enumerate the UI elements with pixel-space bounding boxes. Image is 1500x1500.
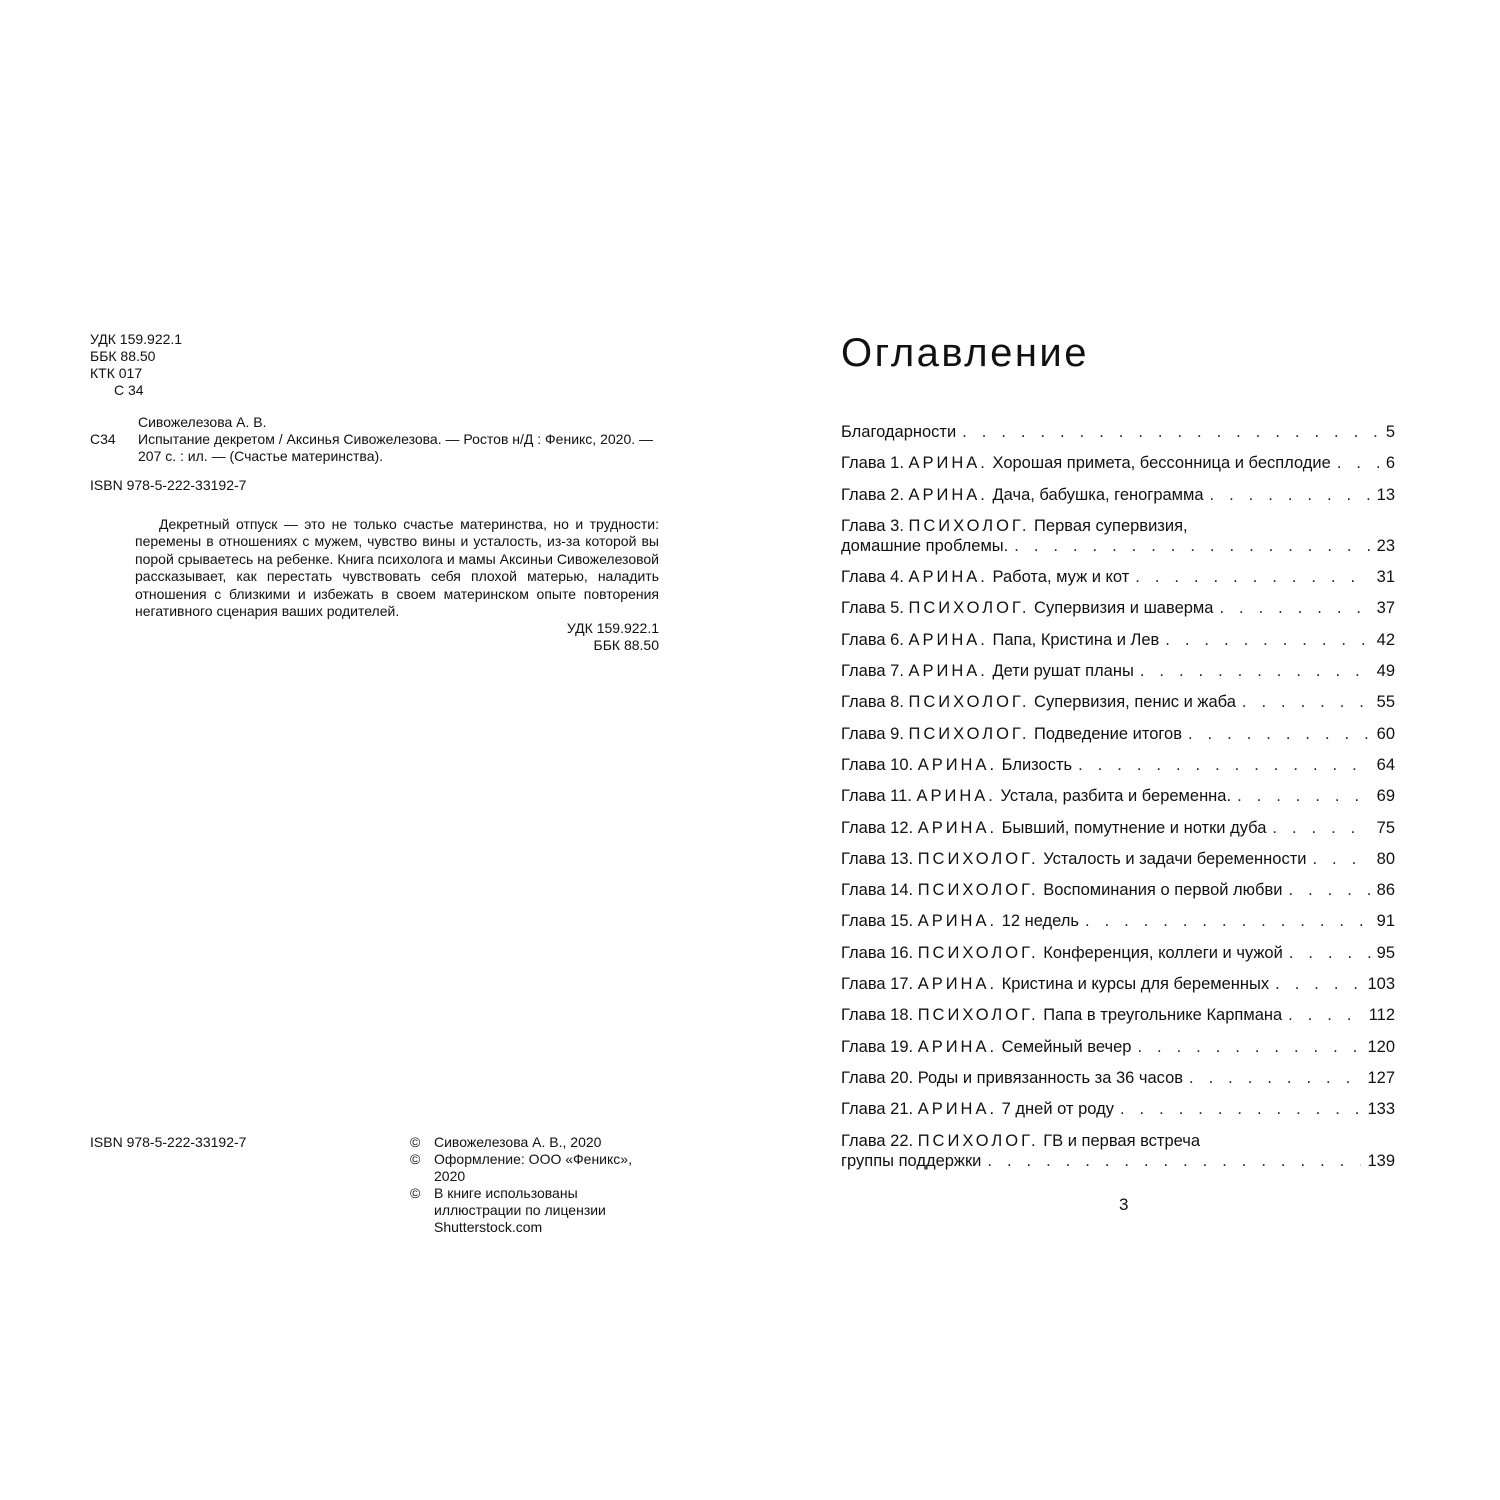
dot-leader: [1275, 974, 1361, 994]
page-number: 3: [1119, 1195, 1129, 1214]
page-ref: 31: [1376, 568, 1395, 587]
chapter-number: Глава 12.: [841, 818, 914, 837]
classification-codes: [90, 331, 182, 399]
chapter-number: Глава 13.: [841, 849, 914, 868]
chapter-title: Семейный вечер: [1001, 1037, 1132, 1056]
chapter-tag: АРИНА.: [908, 662, 988, 681]
page-ref: 127: [1367, 1068, 1395, 1087]
annotation-bbk: ББК 88.50: [593, 637, 659, 653]
chapter-tag: АРИНА.: [917, 1100, 998, 1119]
page-ref: 86: [1376, 881, 1395, 900]
toc-entry[interactable]: [841, 786, 1395, 806]
chapter-tag: АРИНА.: [908, 568, 988, 587]
chapter-title: Близость: [1001, 755, 1073, 774]
dot-leader: [987, 1151, 1361, 1171]
chapter-number: Глава 22.: [841, 1131, 914, 1150]
chapter-title: Папа в треугольнике Карпмана: [1043, 1006, 1283, 1025]
dot-leader: [1288, 1005, 1363, 1025]
chapter-number: Глава 6.: [841, 630, 904, 649]
chapter-tag: ПСИХОЛОГ.: [917, 943, 1039, 962]
chapter-number: Глава 14.: [841, 881, 914, 900]
page-ref: 23: [1376, 536, 1395, 555]
page-ref: 42: [1376, 630, 1395, 649]
chapter-number: Глава 3.: [841, 516, 904, 535]
toc-entry[interactable]: [841, 661, 1395, 681]
author-line: Сивожелезова А. В.: [138, 414, 267, 430]
chapter-title: Дети рушат планы: [992, 662, 1134, 681]
chapter-title: Первая супервизия,: [1034, 516, 1188, 535]
dot-leader: [1078, 755, 1371, 775]
page-ref: 37: [1376, 599, 1395, 618]
copyright-text: Сивожелезова А. В., 2020: [434, 1134, 602, 1150]
dot-leader: [1014, 536, 1370, 556]
dot-leader: [1165, 630, 1370, 650]
pages-line: 207 с. : ил. — (Счастье материнства).: [138, 448, 384, 464]
chapter-title: Папа, Кристина и Лев: [992, 630, 1160, 649]
dot-leader: [1337, 453, 1379, 473]
toc-entry[interactable]: [841, 453, 1395, 473]
dot-leader: [1137, 1037, 1361, 1057]
chapter-tag: АРИНА.: [917, 975, 998, 994]
shelf-code: С34: [90, 431, 116, 447]
dot-leader: [1140, 661, 1371, 681]
chapter-number: Глава 19.: [841, 1037, 914, 1056]
copyright-text: В книге использованы иллюстрации по лицензии Shutterstock.com: [434, 1185, 606, 1235]
copyright-row: [410, 1185, 664, 1236]
chapter-title: Хорошая примета, бессонница и бесплодие: [992, 454, 1331, 473]
page-ref: 120: [1367, 1037, 1395, 1056]
author-mark: С 34: [114, 382, 144, 398]
copyright-icon: ©: [410, 1151, 421, 1167]
copyright-block: [410, 1134, 664, 1236]
toc-entry[interactable]: [841, 1068, 1395, 1088]
chapter-tag: ПСИХОЛОГ.: [908, 516, 1030, 535]
isbn-bottom: ISBN 978-5-222-33192-7: [90, 1134, 247, 1150]
page-ref: 139: [1367, 1151, 1395, 1170]
chapter-number: Глава 11.: [841, 787, 912, 806]
chapter-tag: ПСИХОЛОГ.: [917, 881, 1039, 900]
page-ref: 103: [1367, 975, 1395, 994]
chapter-tag: ПСИХОЛОГ.: [917, 849, 1039, 868]
annotation-udk: УДК 159.922.1: [566, 620, 659, 636]
chapter-title: Бывший, помутнение и нотки дуба: [1001, 818, 1267, 837]
copyright-row: [410, 1134, 664, 1151]
chapter-title-cont: домашние проблемы.: [841, 536, 1009, 555]
toc-entry[interactable]: [841, 630, 1395, 650]
chapter-tag: АРИНА.: [908, 454, 988, 473]
dot-leader: [1289, 880, 1371, 900]
page-ref: 80: [1376, 849, 1395, 868]
chapter-tag: АРИНА.: [917, 912, 998, 931]
toc-entry[interactable]: [841, 1037, 1395, 1057]
dot-leader: [1237, 786, 1371, 806]
chapter-title: Супервизия, пенис и жаба: [1034, 693, 1236, 712]
chapter-title: Устала, разбита и беременна.: [1000, 787, 1232, 806]
chapter-number: Глава 21.: [841, 1100, 914, 1119]
chapter-number: Глава 16.: [841, 943, 914, 962]
chapter-tag: ПСИХОЛОГ.: [908, 599, 1030, 618]
toc-entry[interactable]: [841, 485, 1395, 505]
toc-title: Оглавление: [841, 331, 1090, 375]
chapter-tag: АРИНА.: [917, 818, 998, 837]
chapter-title: Воспоминания о первой любви: [1043, 881, 1283, 900]
toc-entry[interactable]: [841, 943, 1395, 963]
dot-leader: [1120, 1099, 1361, 1119]
chapter-number: Глава 15.: [841, 912, 914, 931]
chapter-tag: АРИНА.: [916, 787, 996, 806]
toc-entry[interactable]: [841, 849, 1395, 869]
chapter-tag: АРИНА.: [917, 755, 998, 774]
page-ref: 13: [1376, 485, 1395, 504]
chapter-tag: ПСИХОЛОГ.: [908, 693, 1030, 712]
dot-leader: [1272, 818, 1370, 838]
chapter-number: Глава 10.: [841, 755, 914, 774]
copyright-row: [410, 1151, 664, 1185]
page-ref: 5: [1385, 423, 1395, 441]
toc-entry[interactable]: [841, 516, 1395, 556]
chapter-title: 12 недель: [1001, 912, 1080, 931]
chapter-tag: ПСИХОЛОГ.: [917, 1131, 1039, 1150]
page-ref: 60: [1376, 724, 1395, 743]
toc-entry[interactable]: [841, 692, 1395, 712]
chapter-title: Конференция, коллеги и чужой: [1043, 943, 1283, 962]
chapter-title: Роды и привязанность за 36 часов: [917, 1068, 1184, 1087]
toc-entry[interactable]: [841, 755, 1395, 775]
toc-entry[interactable]: [841, 1099, 1395, 1119]
toc-entry[interactable]: [841, 422, 1395, 442]
chapter-number: Глава 9.: [841, 724, 904, 743]
chapter-tag: АРИНА.: [917, 1037, 998, 1056]
toc-entry[interactable]: [841, 974, 1395, 994]
chapter-title: 7 дней от роду: [1001, 1100, 1114, 1119]
chapter-title: Дача, бабушка, генограмма: [992, 485, 1204, 504]
dot-leader: [1189, 1068, 1361, 1088]
dot-leader: [1085, 911, 1371, 931]
toc-entry[interactable]: [841, 598, 1395, 618]
chapter-number: Глава 5.: [841, 599, 904, 618]
dot-leader: [1312, 849, 1370, 869]
chapter-tag: АРИНА.: [908, 485, 988, 504]
toc-entry[interactable]: [841, 818, 1395, 838]
chapter-number: Глава 8.: [841, 693, 904, 712]
dot-leader: [962, 422, 1379, 442]
page-ref: 75: [1376, 818, 1395, 837]
toc-entry[interactable]: [841, 911, 1395, 931]
chapter-title: Усталость и задачи беременности: [1043, 849, 1307, 868]
page-ref: 6: [1385, 454, 1395, 473]
chapter-title: Благодарности: [841, 423, 957, 441]
dot-leader: [1242, 692, 1371, 712]
dot-leader: [1289, 943, 1371, 963]
chapter-tag: ПСИХОЛОГ.: [908, 724, 1030, 743]
chapter-title-cont: группы поддержки: [841, 1151, 982, 1170]
copyright-text: Оформление: ООО «Феникс», 2020: [434, 1151, 632, 1184]
page-ref: 64: [1376, 755, 1395, 774]
bibliographic-record: [90, 414, 665, 494]
page-ref: 95: [1376, 943, 1395, 962]
page-ref: 49: [1376, 662, 1395, 681]
page-ref: 69: [1376, 787, 1395, 806]
chapter-number: Глава 7.: [841, 662, 904, 681]
toc-entry[interactable]: [841, 1131, 1395, 1171]
page-ref: 112: [1368, 1006, 1395, 1025]
dot-leader: [1219, 598, 1370, 618]
chapter-title: Подведение итогов: [1034, 724, 1182, 743]
isbn: ISBN 978-5-222-33192-7: [90, 477, 247, 493]
chapter-title: Кристина и курсы для беременных: [1001, 975, 1270, 994]
dot-leader: [1135, 567, 1370, 587]
page-ref: 55: [1376, 693, 1395, 712]
page-ref: 133: [1367, 1100, 1395, 1119]
page-ref: 91: [1376, 912, 1395, 931]
dot-leader: [1188, 724, 1371, 744]
annotation: Декретный отпуск — это не только счастье материнства, но и трудности: перемены в отношениях с мужем, чувство вины и усталость, из-за которой вы порой срываетесь на ребенке. Книга психолога и мамы Аксиньи Сивожелезовой рассказывает, как перестать чувствовать себя плохой матерью, наладить отношения с близкими и избежать в своем материнском опыте повторения негативного сценария ваших родителей.: [135, 516, 659, 620]
title-line: Испытание декретом / Аксинья Сивожелезова. — Ростов н/Д : Феникс, 2020. —: [138, 431, 654, 447]
chapter-number: Глава 18.: [841, 1006, 914, 1025]
chapter-tag: АРИНА.: [908, 630, 988, 649]
table-of-contents: [841, 422, 1395, 1182]
toc-entry[interactable]: [841, 1005, 1395, 1025]
dot-leader: [1210, 485, 1371, 505]
ktk-code: КТК 017: [90, 365, 143, 381]
chapter-number: Глава 20.: [841, 1068, 914, 1087]
chapter-number: Глава 17.: [841, 975, 914, 994]
chapter-tag: ПСИХОЛОГ.: [917, 1006, 1039, 1025]
bbk-code: ББК 88.50: [90, 348, 156, 364]
toc-entry[interactable]: [841, 880, 1395, 900]
toc-entry[interactable]: [841, 567, 1395, 587]
copyright-icon: ©: [410, 1134, 421, 1150]
chapter-title: Работа, муж и кот: [992, 568, 1130, 587]
annotation-codes: [135, 620, 659, 654]
udk-code: УДК 159.922.1: [90, 331, 183, 347]
chapter-number: Глава 1.: [841, 454, 904, 473]
toc-entry[interactable]: [841, 724, 1395, 744]
chapter-number: Глава 4.: [841, 568, 904, 587]
copyright-icon: ©: [410, 1185, 421, 1201]
chapter-title: ГВ и первая встреча: [1043, 1131, 1201, 1150]
chapter-number: Глава 2.: [841, 485, 904, 504]
chapter-title: Супервизия и шаверма: [1034, 599, 1214, 618]
